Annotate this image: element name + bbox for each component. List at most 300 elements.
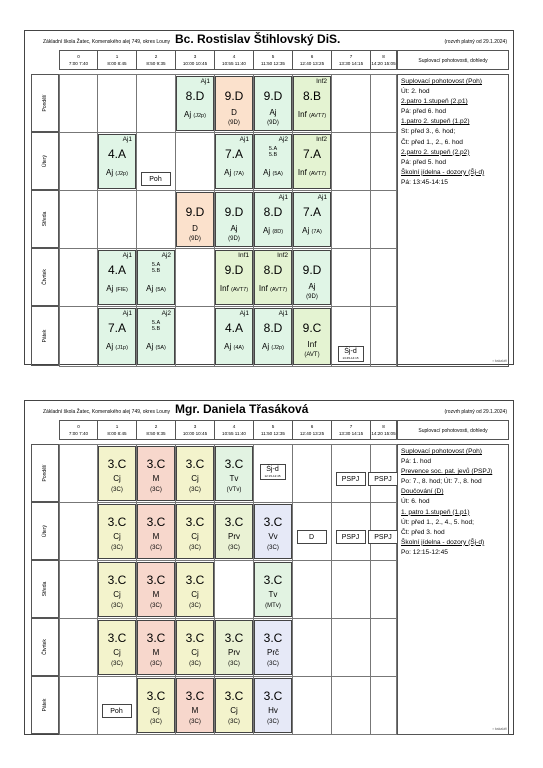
room: (J2p): [193, 113, 206, 119]
period-number: 1: [115, 424, 119, 429]
period-header: [97, 50, 137, 70]
lesson-block[interactable]: [215, 192, 253, 247]
class-name: 3.C: [146, 457, 166, 471]
subject: Aj: [146, 342, 154, 351]
timetable-cell: [370, 676, 397, 735]
period-header: [370, 420, 397, 440]
room: (5A): [272, 171, 283, 177]
class-name: 3.C: [146, 689, 166, 703]
teacher-group: Aj1: [239, 310, 249, 317]
period-time: 12:40 13:25: [299, 431, 325, 436]
class-name: 9.C: [302, 321, 322, 335]
day-label: [31, 132, 59, 190]
class-name: 7.A: [302, 205, 321, 219]
class-name: 3.C: [146, 573, 166, 587]
supplements-panel: [397, 444, 509, 735]
room: (3C): [150, 719, 162, 725]
class-name: 5.A 5.B: [151, 262, 161, 274]
class-name: 4.A: [224, 321, 243, 335]
lesson-block[interactable]: [215, 504, 253, 559]
timetable-cell: [59, 560, 98, 619]
timetable-cell: [331, 74, 371, 133]
duty-time: 13:45-14:15: [342, 356, 359, 360]
lesson-block[interactable]: [293, 134, 331, 189]
lesson-block[interactable]: [176, 678, 214, 733]
duty-category: Suplovací pohotovost (Poh): [401, 78, 483, 85]
room: (7A): [311, 229, 322, 235]
room: (8D): [272, 229, 284, 235]
class-name: 8.D: [185, 89, 205, 103]
duty-category: 2.patro 2. stupeň (2.p2): [401, 148, 470, 156]
timetable-cell: [331, 618, 371, 677]
room: (3C): [111, 603, 123, 609]
lesson-block[interactable]: [137, 250, 175, 305]
class-name: 4.A: [107, 263, 126, 277]
duty-detail: Čt: před 3. hod: [401, 528, 445, 536]
subject: Aj: [262, 342, 270, 351]
lesson-block[interactable]: [137, 678, 175, 733]
class-name: 3.C: [146, 515, 166, 529]
timetable-cell: [136, 74, 176, 133]
period-time: 7:00 7:40: [68, 431, 89, 436]
lesson-block[interactable]: [176, 504, 214, 559]
class-name: 8.D: [263, 321, 283, 335]
duty-label: PSPJ: [341, 476, 360, 483]
lesson-block[interactable]: [176, 192, 214, 247]
subject: Inf: [297, 110, 307, 119]
duty-label: PSPJ: [341, 534, 360, 541]
class-name: 7.A: [107, 321, 126, 335]
lesson-block[interactable]: [293, 76, 331, 131]
supplements-header: Suplovací pohotovosti, dohledy: [397, 50, 509, 70]
class-name: 3.C: [107, 573, 127, 587]
room: (AVT7): [270, 287, 288, 293]
timetable-cell: [370, 560, 397, 619]
class-name: 8.B: [302, 89, 321, 103]
timetable-cell: [331, 132, 371, 191]
lesson-block[interactable]: [254, 76, 292, 131]
duty-label: Šj-d: [344, 348, 357, 355]
subject: Prv: [228, 648, 240, 657]
period-header: [214, 50, 254, 70]
period-time: 12:40 13:25: [299, 61, 325, 66]
duty-category: Prevence soc. pat. jevů (PSPJ): [401, 468, 493, 476]
subject: Cj: [230, 706, 238, 715]
lesson-block[interactable]: [98, 504, 136, 559]
class-name: 3.C: [224, 689, 244, 703]
lesson-block[interactable]: [254, 134, 292, 189]
period-time: 8:00 8:45: [107, 431, 127, 436]
subject-room: [177, 110, 213, 119]
subject-room: [99, 342, 135, 351]
room: (4A): [233, 345, 244, 351]
room: (5A): [155, 287, 166, 293]
period-number: 4: [232, 54, 236, 59]
timetable-sheet: [24, 400, 514, 735]
period-header: [136, 420, 176, 440]
class-name: 4.A: [107, 147, 126, 161]
day-name: Středa: [42, 211, 48, 227]
duty-box[interactable]: [336, 530, 366, 544]
room: (9D): [267, 120, 279, 126]
day-name: Středa: [42, 581, 48, 597]
subject-room: [294, 168, 330, 177]
room: (3C): [267, 545, 279, 551]
timetable-cell: [59, 676, 98, 735]
period-time: 14:20 15:05: [371, 61, 396, 66]
timetable-cell: [175, 248, 215, 307]
lesson-block[interactable]: [254, 192, 292, 247]
room: (3C): [111, 545, 123, 551]
lesson-block[interactable]: [137, 562, 175, 617]
period-number: 1: [115, 54, 119, 59]
period-number: 2: [154, 54, 158, 59]
subject: Cj: [191, 532, 199, 541]
lesson-block[interactable]: [137, 504, 175, 559]
lesson-block[interactable]: [137, 620, 175, 675]
subject: Inf: [307, 340, 317, 349]
period-number: 8: [382, 424, 385, 429]
class-name: 3.C: [146, 631, 166, 645]
lesson-block[interactable]: [254, 678, 292, 733]
timetable-cell: [292, 618, 332, 677]
period-number: 6: [310, 54, 314, 59]
subject: Aj: [106, 342, 114, 351]
day-name: Úterý: [42, 155, 48, 167]
teacher-group: Aj1: [122, 310, 132, 317]
room: (J1p): [115, 345, 128, 351]
room: (J2p): [271, 345, 284, 351]
class-name: 9.D: [224, 263, 244, 277]
timetable-cell: [370, 306, 397, 367]
timetable-cell: [59, 444, 98, 503]
duty-box[interactable]: [141, 172, 171, 186]
class-name: 3.C: [263, 515, 283, 529]
period-time: 13:30 14:15: [338, 61, 364, 66]
subject: Aj: [106, 168, 114, 177]
lesson-block[interactable]: [215, 308, 253, 365]
lesson-block[interactable]: [98, 446, 136, 501]
room: (3C): [189, 719, 201, 725]
timetable-cell: [59, 306, 98, 367]
subject: Cj: [113, 474, 121, 483]
subject: Aj: [146, 284, 154, 293]
period-header: [292, 50, 332, 70]
subject: Prč: [267, 648, 279, 657]
room: (AVT7): [309, 113, 327, 119]
room: (3C): [189, 487, 201, 493]
subject: M: [152, 590, 160, 599]
class-name: 3.C: [224, 631, 244, 645]
room: (AVT7): [231, 287, 249, 293]
room: (3C): [267, 661, 279, 667]
teacher-group: Aj2: [161, 310, 171, 317]
school-name: Základní škola Žatec, Komenského alej 749, okres Louny: [43, 409, 171, 415]
teacher-group: Inf1: [238, 252, 249, 259]
duty-box[interactable]: [336, 472, 366, 486]
duty-box[interactable]: [102, 704, 132, 718]
lesson-block[interactable]: [293, 250, 331, 305]
teacher-name: Mgr. Daniela Třasáková: [175, 402, 309, 416]
subject: Inf: [258, 284, 268, 293]
timetable-cell: [370, 132, 397, 191]
period-time: 13:30 14:15: [338, 431, 364, 436]
room: (AVT7): [309, 171, 327, 177]
subject: Aj: [184, 110, 192, 119]
room: (3C): [189, 661, 201, 667]
class-name: 3.C: [107, 515, 127, 529]
lesson-block[interactable]: [137, 446, 175, 501]
timetable-cell: [331, 676, 371, 735]
day-name: Pondělí: [42, 464, 48, 482]
class-name: 3.C: [107, 457, 127, 471]
supplements-panel: [397, 74, 509, 367]
period-time: 8:50 9:35: [146, 431, 166, 436]
period-header: [253, 50, 293, 70]
room: (3C): [228, 661, 240, 667]
lesson-block[interactable]: [254, 504, 292, 559]
lesson-block[interactable]: [176, 446, 214, 501]
day-name: Čtvrtek: [42, 269, 48, 285]
period-header: [292, 420, 332, 440]
teacher-group: Aj1: [278, 310, 288, 317]
subject: Cj: [113, 590, 121, 599]
class-name: 9.D: [224, 89, 244, 103]
print-logo: ▪ bakaláři: [492, 359, 507, 363]
room: (AVT): [304, 352, 320, 358]
lesson-block[interactable]: [215, 134, 253, 189]
period-header: [59, 50, 98, 70]
class-name: 3.C: [185, 573, 205, 587]
day-label: [31, 306, 59, 366]
duty-detail: Pá: před 5. hod: [401, 158, 447, 166]
timetable-cell: [59, 618, 98, 677]
subject: Aj: [269, 108, 277, 117]
period-number: 8: [382, 54, 385, 59]
lesson-block[interactable]: [254, 562, 292, 617]
timetable-cell: [370, 74, 397, 133]
lesson-block[interactable]: [98, 562, 136, 617]
duty-label: D: [308, 534, 315, 541]
lesson-block[interactable]: [254, 250, 292, 305]
teacher-group: Inf2: [316, 136, 327, 143]
period-header: [59, 420, 98, 440]
timetable-cell: [331, 560, 371, 619]
teacher-group: Inf2: [277, 252, 288, 259]
duty-time: 12:15-12:45: [264, 474, 281, 478]
room: (3C): [150, 545, 162, 551]
period-time: 7:00 7:40: [68, 61, 89, 66]
period-time: 11:50 12:35: [261, 61, 285, 66]
class-name: 7.A: [224, 147, 243, 161]
valid-date: (rozvrh platný od 29.1.2024): [444, 409, 507, 415]
lesson-block[interactable]: [137, 308, 175, 365]
timetable-cell: [97, 190, 137, 249]
subject: D: [192, 224, 198, 233]
subject: Aj: [302, 226, 310, 235]
timetable-cell: [370, 248, 397, 307]
day-label: [31, 444, 59, 502]
class-name: 3.C: [263, 573, 283, 587]
duty-box[interactable]: [368, 530, 398, 544]
subject-room: [255, 342, 291, 351]
lesson-block[interactable]: [215, 620, 253, 675]
period-time: 11:50 12:35: [261, 431, 285, 436]
room: (3C): [228, 545, 240, 551]
subject: M: [152, 532, 160, 541]
lesson-block[interactable]: [254, 308, 292, 365]
duty-box[interactable]: [368, 472, 398, 486]
subject-room: [255, 284, 291, 293]
lesson-block[interactable]: [215, 446, 253, 501]
class-name: 3.C: [107, 631, 127, 645]
duty-detail: Út: 2. hod: [401, 88, 430, 96]
room: (9D): [306, 294, 318, 300]
subject-room: [99, 168, 135, 177]
day-label: [31, 74, 59, 132]
subject: Tv: [268, 590, 278, 599]
day-label: [31, 676, 59, 734]
class-name: 5.A 5.B: [268, 146, 278, 158]
period-header: [175, 420, 215, 440]
lesson-block[interactable]: [98, 308, 136, 365]
room: (3C): [267, 719, 279, 725]
period-header: [331, 50, 371, 70]
subject: D: [231, 108, 237, 117]
lesson-block[interactable]: [254, 620, 292, 675]
day-label: [31, 190, 59, 248]
timetable-cell: [370, 190, 397, 249]
lesson-block[interactable]: [176, 620, 214, 675]
duty-detail: Pá: 13:45-14:15: [401, 178, 448, 186]
room: (9D): [228, 236, 240, 242]
subject: Aj: [224, 342, 232, 351]
class-name: 3.C: [185, 515, 205, 529]
lesson-block[interactable]: [293, 308, 331, 365]
class-name: 5.A 5.B: [151, 320, 161, 332]
room: (FIE): [115, 287, 128, 293]
timetable-cell: [214, 560, 254, 619]
lesson-block[interactable]: [176, 76, 214, 131]
duty-detail: Pá: před 6. hod: [401, 108, 447, 116]
timetable-cell: [292, 444, 332, 503]
lesson-block[interactable]: [215, 76, 253, 131]
subject: Cj: [113, 532, 121, 541]
print-logo: ▪ bakaláři: [492, 727, 507, 731]
period-number: 5: [271, 54, 275, 59]
lesson-block[interactable]: [98, 250, 136, 305]
period-header: [370, 50, 397, 70]
subject-room: [138, 284, 174, 293]
class-name: 9.D: [302, 263, 322, 277]
duty-detail: Po: 12:15-12:45: [401, 548, 448, 556]
period-number: 5: [271, 424, 275, 429]
class-name: 8.D: [263, 205, 283, 219]
day-name: Čtvrtek: [42, 639, 48, 655]
period-number: 0: [77, 424, 80, 429]
teacher-group: Aj1: [122, 252, 132, 259]
subject: M: [152, 474, 160, 483]
lesson-block[interactable]: [98, 134, 136, 189]
period-number: 4: [232, 424, 236, 429]
timetable-cell: [175, 132, 215, 191]
period-time: 8:50 9:35: [146, 61, 166, 66]
subject: Aj: [262, 226, 271, 235]
duty-box[interactable]: [338, 346, 364, 362]
lesson-block[interactable]: [215, 250, 253, 305]
day-name: Pátek: [42, 329, 48, 343]
subject-room: [294, 110, 330, 119]
day-name: Pátek: [42, 698, 48, 712]
timetable-cell: [331, 190, 371, 249]
day-name: Pondělí: [42, 94, 48, 112]
timetable-cell: [59, 190, 98, 249]
timetable-sheet: [24, 30, 514, 365]
subject: Aj: [230, 224, 238, 233]
subject: Cj: [113, 648, 121, 657]
duty-detail: Út: před 1., 2., 4., 5. hod;: [401, 518, 474, 526]
subject-room: [216, 168, 252, 177]
duty-box[interactable]: [297, 530, 327, 544]
period-time: 10:00 10:45: [182, 431, 208, 436]
subject: Aj: [224, 168, 232, 177]
lesson-block[interactable]: [98, 620, 136, 675]
timetable-cell: [331, 248, 371, 307]
period-header: [331, 420, 371, 440]
day-name: Úterý: [42, 525, 48, 537]
room: (5A): [155, 345, 166, 351]
class-name: 3.C: [185, 689, 205, 703]
teacher-name: Bc. Rostislav Štihlovský DiS.: [175, 32, 341, 46]
subject: Cj: [191, 474, 199, 483]
period-number: 7: [349, 424, 353, 429]
class-name: 3.C: [263, 631, 283, 645]
class-name: 3.C: [185, 457, 205, 471]
subject: Cj: [191, 590, 199, 599]
period-header: [175, 50, 215, 70]
duty-category: Doučování (D): [401, 488, 444, 496]
room: (7A): [233, 171, 244, 177]
duty-box[interactable]: [260, 464, 286, 480]
period-time: 14:20 15:05: [371, 431, 396, 436]
room: (MTv): [265, 603, 281, 609]
lesson-block[interactable]: [293, 192, 331, 247]
room: (3C): [228, 719, 240, 725]
class-name: 9.D: [224, 205, 244, 219]
duty-label: PSPJ: [374, 476, 392, 483]
subject: M: [152, 648, 160, 657]
lesson-block[interactable]: [176, 562, 214, 617]
day-label: [31, 560, 59, 618]
duty-category: 1.patro 2. stupeň (1.p2): [401, 118, 470, 126]
subject: Inf: [297, 168, 307, 177]
teacher-group: Aj1: [317, 194, 327, 201]
subject: Hv: [268, 706, 278, 715]
room: (3C): [150, 603, 162, 609]
duty-category: Školní jídelna - dozory (Šj-d): [401, 168, 485, 176]
room: (3C): [111, 487, 123, 493]
subject: Aj: [106, 284, 114, 293]
duty-label: Poh: [149, 176, 162, 183]
subject: Tv: [229, 474, 239, 483]
lesson-block[interactable]: [215, 678, 253, 733]
period-number: 2: [154, 424, 158, 429]
duty-detail: Pá: 1. hod: [401, 458, 432, 466]
duty-detail: Čt: před 1., 2., 6. hod: [401, 138, 463, 146]
room: (3C): [189, 603, 201, 609]
timetable-cell: [59, 74, 98, 133]
duty-detail: Po: 7., 8. hod; Út: 7., 8. hod: [401, 478, 482, 486]
